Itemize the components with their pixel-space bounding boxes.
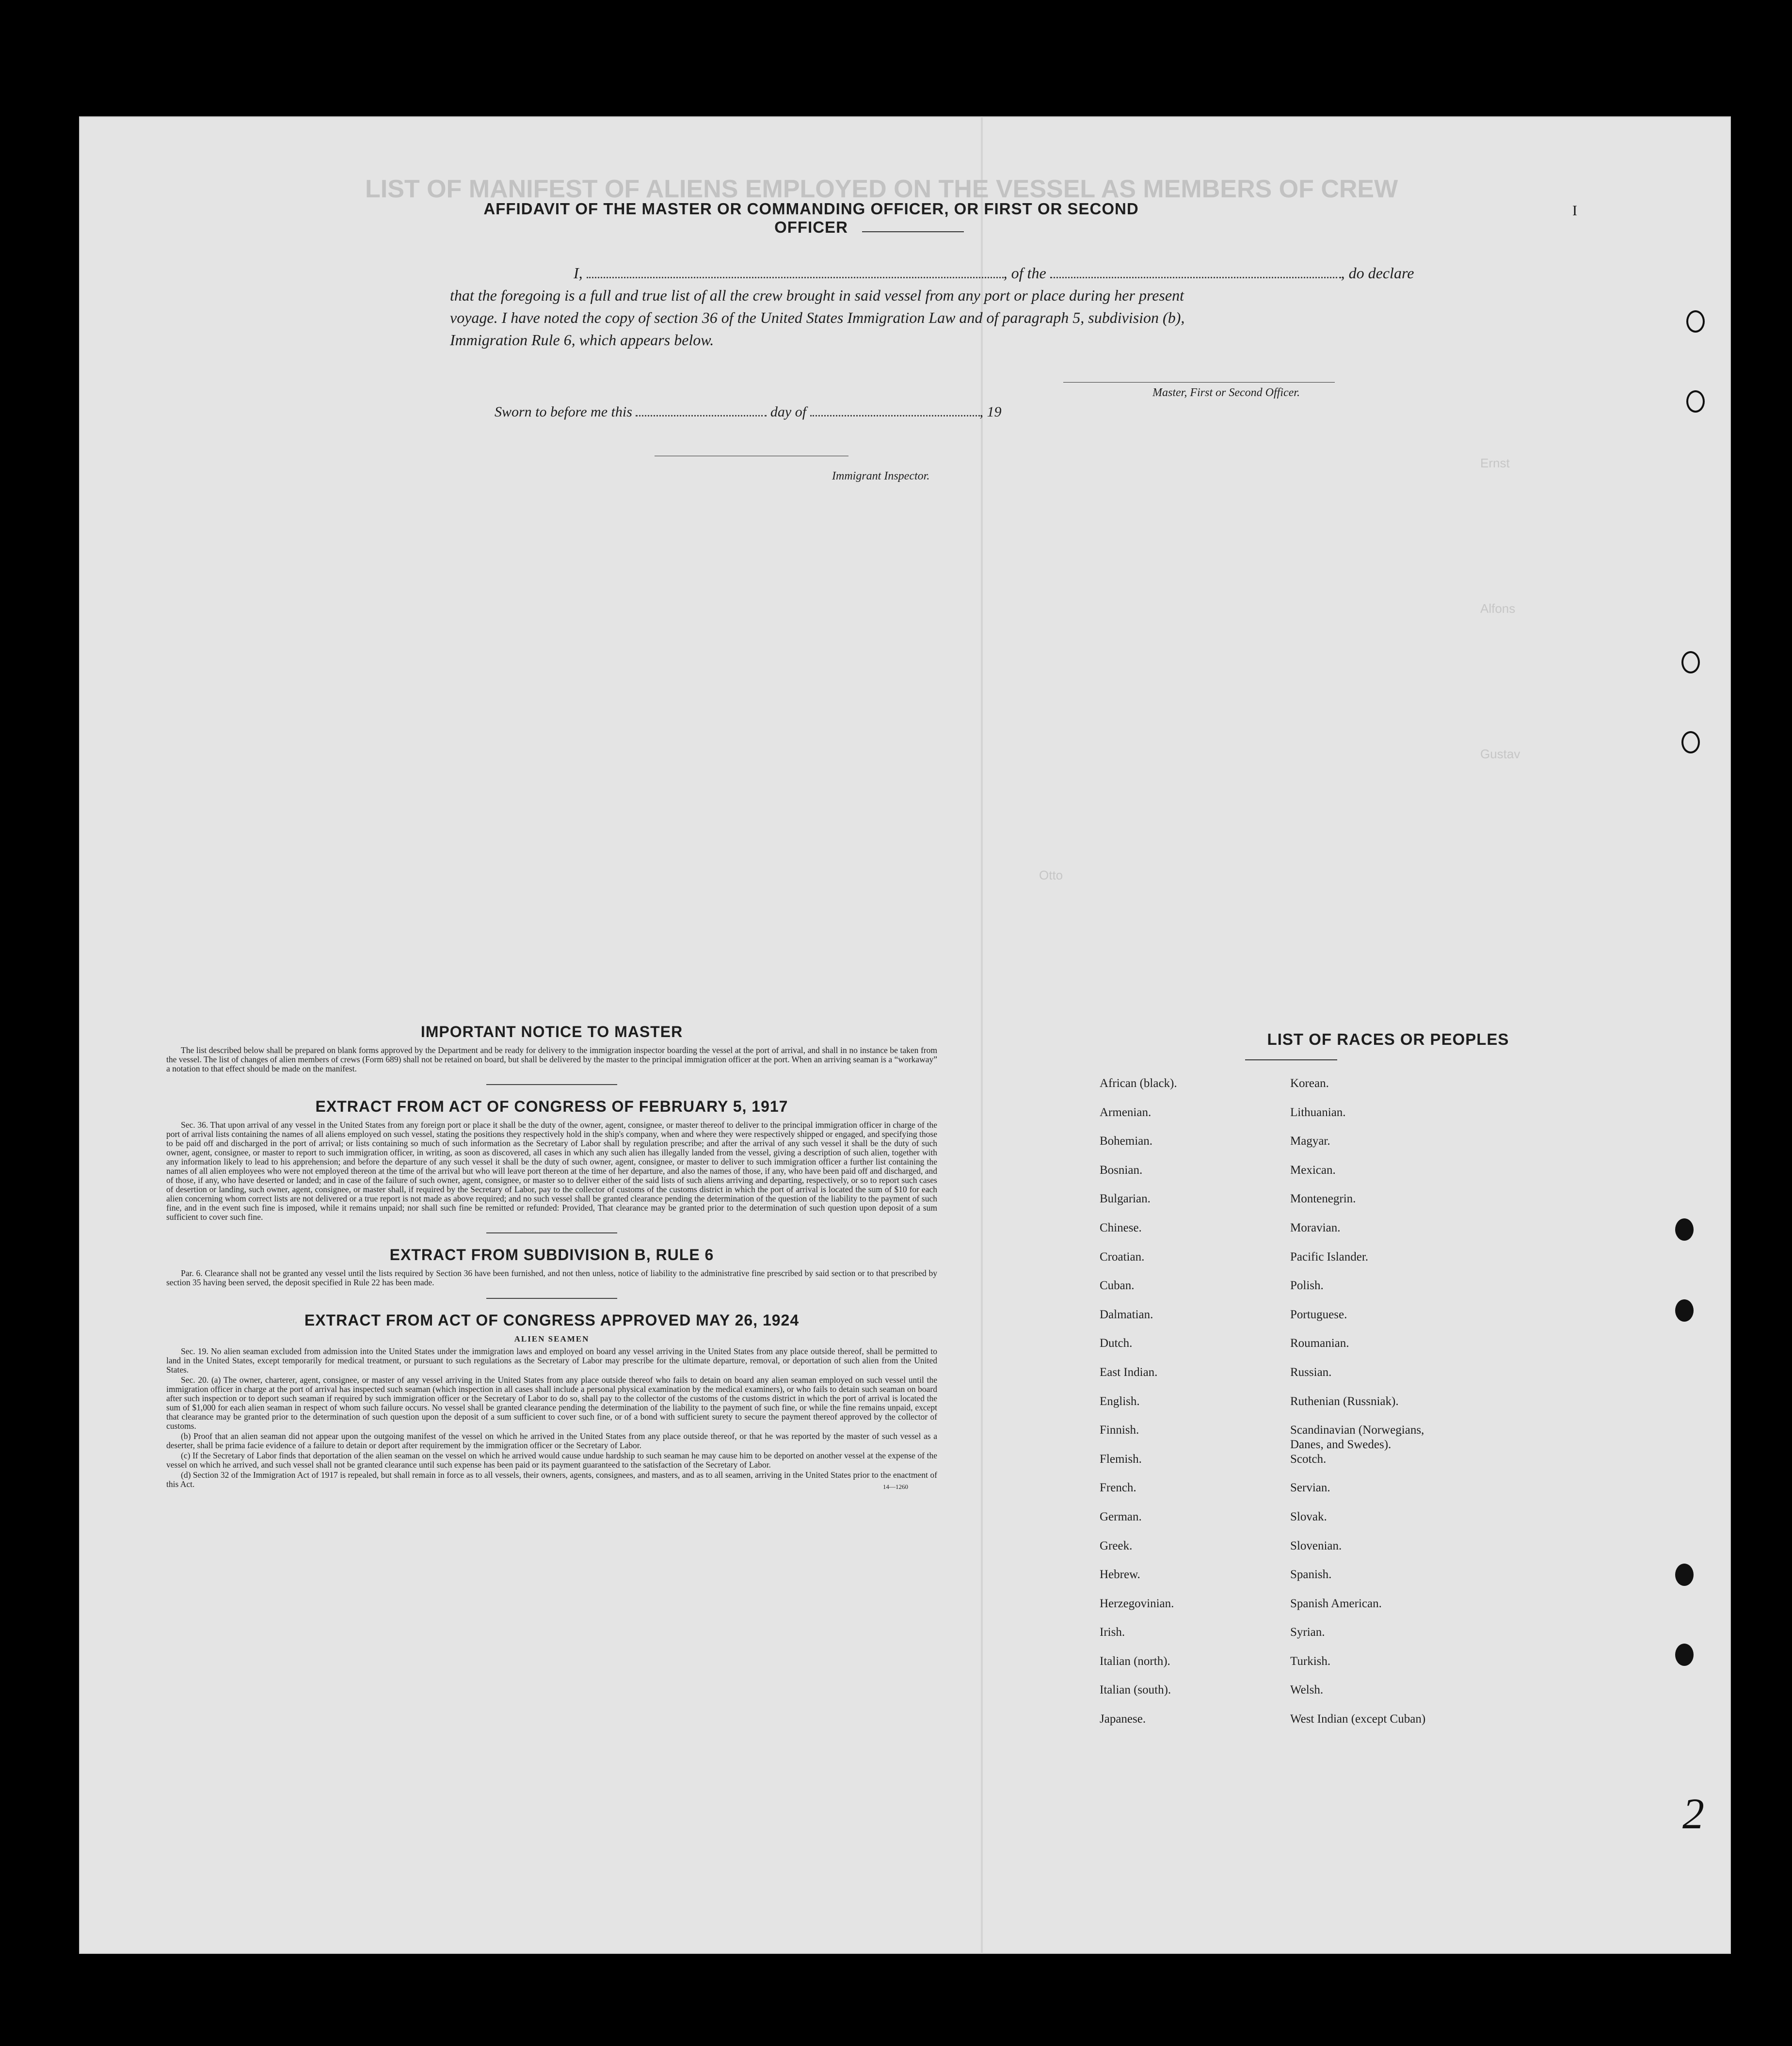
punch-hole [1686, 390, 1705, 413]
sworn-line [495, 402, 1002, 420]
extract-1917-body: Sec. 36. That upon arrival of any vessel in the United States from any foreign port or place it shall be the duty of the owner, agent, consignee, or master thereof to deliver to the principal immigration officer in charge of the port of arrival lists containing the names of all aliens employed on such vessel, stating the positions they respectively hold in the ship's company, when and where they were respectively shipped or engaged, and specifying those to be paid off and discharged in the port of arrival; or lists containing so much of such information as the Secretary of Labor shall by regulation prescribe; and after the arrival of any such vessel it shall be the duty of such owner, agent, consignee, or master to report to such immigration officer, in writing, as soon as discovered, all cases in which any such alien has illegally landed from the vessel, giving a description of such alien, together with any information likely to lead to his apprehension; and before the departure of any such vessel it shall be the duty of such owner, agent, consignee, or master to deliver to such immigration officer a further list containing the names of all alien employees who were not employed thereon at the time of the arrival but who will leave port thereon at the time of her departure, and also the names of those, if any, who have been paid off and discharged, and of those, if any, who have deserted or landed; and in case of the failure of such owner, agent, consignee, or master so to deliver either of the said lists of such aliens arriving and departing, respectively, or so to report such cases of desertion or landing, such owner, agent, consignee, or master shall, if required by the Secretary of Labor, pay to the collector of customs of the customs district in which the port of arrival is located the sum of $10 for each alien concerning whom correct lists are not delivered or a true report is not made as above required; and no such vessel shall be granted clearance pending the determination of the question of the liability to the payment of such fine, and in the event such fine is imposed, while it remains unpaid; nor shall such fine be remitted or refunded: Provided, That clearance may be granted prior to the determination of such question upon deposit of a sum sufficient to cover such fine. [166, 1120, 937, 1222]
affidavit-line-2: that the foregoing is a full and true list of all the crew brought in said vessel from any port or place during her present [450, 287, 1184, 304]
race-entry: French. [1100, 1481, 1136, 1495]
page-fold [981, 116, 983, 1954]
races-underline [1245, 1059, 1337, 1060]
affidavit-title: AFFIDAVIT OF THE MASTER OR COMMANDING OFFICER, OR FIRST OR SECOND OFFICER [483, 200, 1139, 236]
punch-hole [1675, 1218, 1694, 1241]
affidavit-line-4: Immigration Rule 6, which appears below. [450, 331, 714, 349]
race-entry: Turkish. [1290, 1654, 1331, 1668]
title-underline [862, 231, 964, 232]
punch-hole [1681, 731, 1700, 753]
race-entry: Herzegovinian. [1100, 1597, 1174, 1610]
master-signature-label: Master, First or Second Officer. [1152, 386, 1300, 399]
race-entry: African (black). [1100, 1077, 1177, 1090]
races-right-column [1290, 1076, 1425, 1741]
race-entry: Moravian. [1290, 1221, 1341, 1234]
race-entry: Italian (south). [1100, 1683, 1171, 1697]
race-entry: Spanish American. [1290, 1597, 1382, 1610]
race-entry: Mexican. [1290, 1163, 1336, 1177]
race-entry: Dutch. [1100, 1337, 1133, 1350]
affidavit-i: I, [574, 264, 583, 282]
bleed-through-heading: LIST OF MANIFEST OF ALIENS EMPLOYED ON THE VESSEL AS MEMBERS OF CREW [365, 175, 1398, 203]
race-entry: West Indian (except Cuban) [1290, 1712, 1426, 1726]
sworn-start: Sworn to before me this [495, 404, 632, 420]
race-entry: Japanese. [1100, 1712, 1146, 1726]
sworn-year: , 19 [979, 404, 1002, 420]
bleed-through-text: Otto [1039, 868, 1063, 882]
race-entry: Dalmatian. [1100, 1308, 1153, 1321]
manifest-sheet [79, 116, 1731, 1954]
race-entry: Italian (north). [1100, 1654, 1170, 1668]
bleed-through-text: Ernst [1480, 456, 1510, 470]
form-number: 14—1260 [883, 1483, 908, 1490]
race-entry: Slovak. [1290, 1510, 1327, 1523]
bleed-through-text: Alfons [1480, 601, 1516, 616]
page-number-handwritten: 2 [1682, 1790, 1704, 1838]
extract-1924-sec20a: Sec. 20. (a) The owner, charterer, agent, consignee, or master of any vessel arriving in the United States from any place outside thereof who fails to detain on board any alien seaman employed on such vessel until the immigration officer in charge at the port of arrival has inspected such seaman (which inspection in all cases shall include a personal physical examination by the medical examiners), or who fails to detain such seaman on board after such inspection or to deport such seaman if required by such immigration officer or the Secretary of Labor to do so, shall pay to the collector of the customs of the customs district in which the port of arrival is located the sum of $1,000 for each alien seaman in respect of whom such failure occurs. No vessel shall be granted clearance pending the determination of the liability to the payment of such fine, or while the fine remains unpaid, except that clearance may be granted prior to the determination of such question upon the deposit of a sum sufficient to cover such fine, or of a bond with sufficient surety to secure the payment thereof approved by the collector of customs. [166, 1375, 937, 1431]
punch-hole [1675, 1644, 1694, 1666]
race-entry: Portuguese. [1290, 1308, 1347, 1321]
sworn-month-blank[interactable] [810, 402, 980, 416]
notices-section [166, 1023, 937, 1491]
notice-title: IMPORTANT NOTICE TO MASTER [420, 1023, 683, 1040]
race-entry: Russian. [1290, 1365, 1332, 1379]
sworn-day-blank[interactable] [636, 402, 767, 416]
race-entry: Polish. [1290, 1279, 1324, 1293]
master-signature-line[interactable] [1063, 382, 1335, 383]
race-entry: Greek. [1100, 1539, 1133, 1552]
race-entry: Croatian. [1100, 1250, 1145, 1263]
race-entry: Bulgarian. [1100, 1192, 1151, 1206]
race-entry: Lithuanian. [1290, 1105, 1346, 1119]
race-entry: Flemish. [1100, 1452, 1142, 1466]
race-entry: Magyar. [1290, 1135, 1330, 1148]
affidavit-declare: , do declare [1341, 264, 1414, 282]
section-divider [486, 1298, 617, 1299]
race-entry: Montenegrin. [1290, 1192, 1356, 1206]
race-entry: Bosnian. [1100, 1163, 1143, 1177]
race-entry: Irish. [1100, 1626, 1125, 1639]
extract-1924-sec20d: (d) Section 32 of the Immigration Act of 1917 is repealed, but shall remain in force as to all vessels, their owners, agents, consignees, and masters, and as to all seamen, arriving in the United States prior to the enactment of this Act. [166, 1470, 937, 1489]
affidavit-line-3: voyage. I have noted the copy of section 36 of the United States Immigration Law and of paragraph 5, subdivision (b), [450, 309, 1185, 326]
bleed-through-text: Gustav [1480, 747, 1520, 761]
extract-1924-sec20b: (b) Proof that an alien seaman did not appear upon the outgoing manifest of the vessel on which he arrived in the United States from any place outside thereof, or that he was reported by the master of such vessel as a deserter, shall be prima facie evidence of a failure to detain or deport after requirement by the immigration officer or the Secretary of Labor. [166, 1431, 937, 1450]
race-entry: Cuban. [1100, 1279, 1135, 1293]
punch-hole [1675, 1299, 1694, 1322]
punch-hole [1675, 1564, 1694, 1586]
races-title: LIST OF RACES OR PEOPLES [1267, 1030, 1509, 1048]
extract-1924-title: EXTRACT FROM ACT OF CONGRESS APPROVED MAY 26, 1924 [304, 1311, 800, 1329]
race-entry: Armenian. [1100, 1105, 1152, 1119]
section-divider [486, 1232, 617, 1233]
race-entry: East Indian. [1100, 1365, 1158, 1379]
extract-rule6-title: EXTRACT FROM SUBDIVISION B, RULE 6 [389, 1246, 714, 1263]
race-entry: Hebrew. [1100, 1568, 1140, 1582]
race-entry: Pacific Islander. [1290, 1250, 1369, 1263]
race-entry: Roumanian. [1290, 1337, 1349, 1350]
extract-1917-title: EXTRACT FROM ACT OF CONGRESS OF FEBRUARY 5, 1917 [315, 1098, 788, 1115]
extract-1924-sec19: Sec. 19. No alien seaman excluded from admission into the United States under the immigration laws and employed on board any vessel arriving in the United States from any place outside thereof, shall be permitted to land in the United States, except temporarily for medical treatment, or pursuant to such regulations as the Secretary of Labor may prescribe for the ultimate departure, removal, or deportation of such alien from the United States. [166, 1346, 937, 1375]
race-entry: Scotch. [1290, 1452, 1327, 1466]
extract-1924-sec20c: (c) If the Secretary of Labor finds that deportation of the alien seaman on the vessel on which he arrived would cause undue hardship to such seaman he may cause him to be deported on another vessel at the expense of the vessel on which he arrived, and such vessel shall not be granted clearance until such expense has been paid or its payment guaranteed to the satisfaction of the Secretary of Labor. [166, 1451, 937, 1470]
affidavit-statement [450, 262, 1414, 351]
notice-body: The list described below shall be prepared on blank forms approved by the Department and be ready for delivery to the immigration inspector boarding the vessel at the port of arrival, and shall in no instance be taken from the vessel. The list of changes of alien members of crews (Form 689) shall not be retained on board, but shall be delivered by the master to the principal immigration officer at the port. When an arriving seaman is a “workaway” a notation to that effect should be made on the manifest. [166, 1045, 937, 1073]
punch-hole [1681, 651, 1700, 673]
section-divider [486, 1084, 617, 1085]
race-entry: Scandinavian (Norwegians, Danes, and Swedes). [1290, 1423, 1424, 1452]
race-entry: Korean. [1290, 1077, 1329, 1090]
race-entry: Spanish. [1290, 1568, 1332, 1582]
extract-rule6-body: Par. 6. Clearance shall not be granted any vessel until the lists required by Section 36 have been furnished, and not then unless, notice of liability to the administrative fine prescribed by said section or to that prescribed by section 35 having been served, the deposit specified in Rule 22 has been made. [166, 1268, 937, 1287]
affidavit-of-the: , of the [1003, 264, 1046, 282]
races-left-column [1100, 1076, 1177, 1741]
page-mark-top: I [1572, 203, 1577, 219]
race-entry: Bohemian. [1100, 1135, 1153, 1148]
race-entry: Welsh. [1290, 1683, 1324, 1697]
race-entry: Syrian. [1290, 1626, 1325, 1639]
vessel-blank[interactable] [1050, 264, 1341, 278]
race-entry: Ruthenian (Russniak). [1290, 1394, 1399, 1408]
alien-seamen-subtitle: ALIEN SEAMEN [514, 1334, 590, 1343]
race-entry: Finnish. [1100, 1423, 1139, 1437]
punch-hole [1686, 310, 1705, 333]
sworn-day-of: day of [770, 404, 807, 420]
name-blank[interactable] [587, 264, 1004, 278]
inspector-label: Immigrant Inspector. [832, 470, 930, 482]
race-entry: German. [1100, 1510, 1142, 1523]
race-entry: Servian. [1290, 1481, 1330, 1495]
race-entry: Slovenian. [1290, 1539, 1342, 1552]
race-entry: Chinese. [1100, 1221, 1142, 1234]
race-entry: English. [1100, 1394, 1140, 1408]
